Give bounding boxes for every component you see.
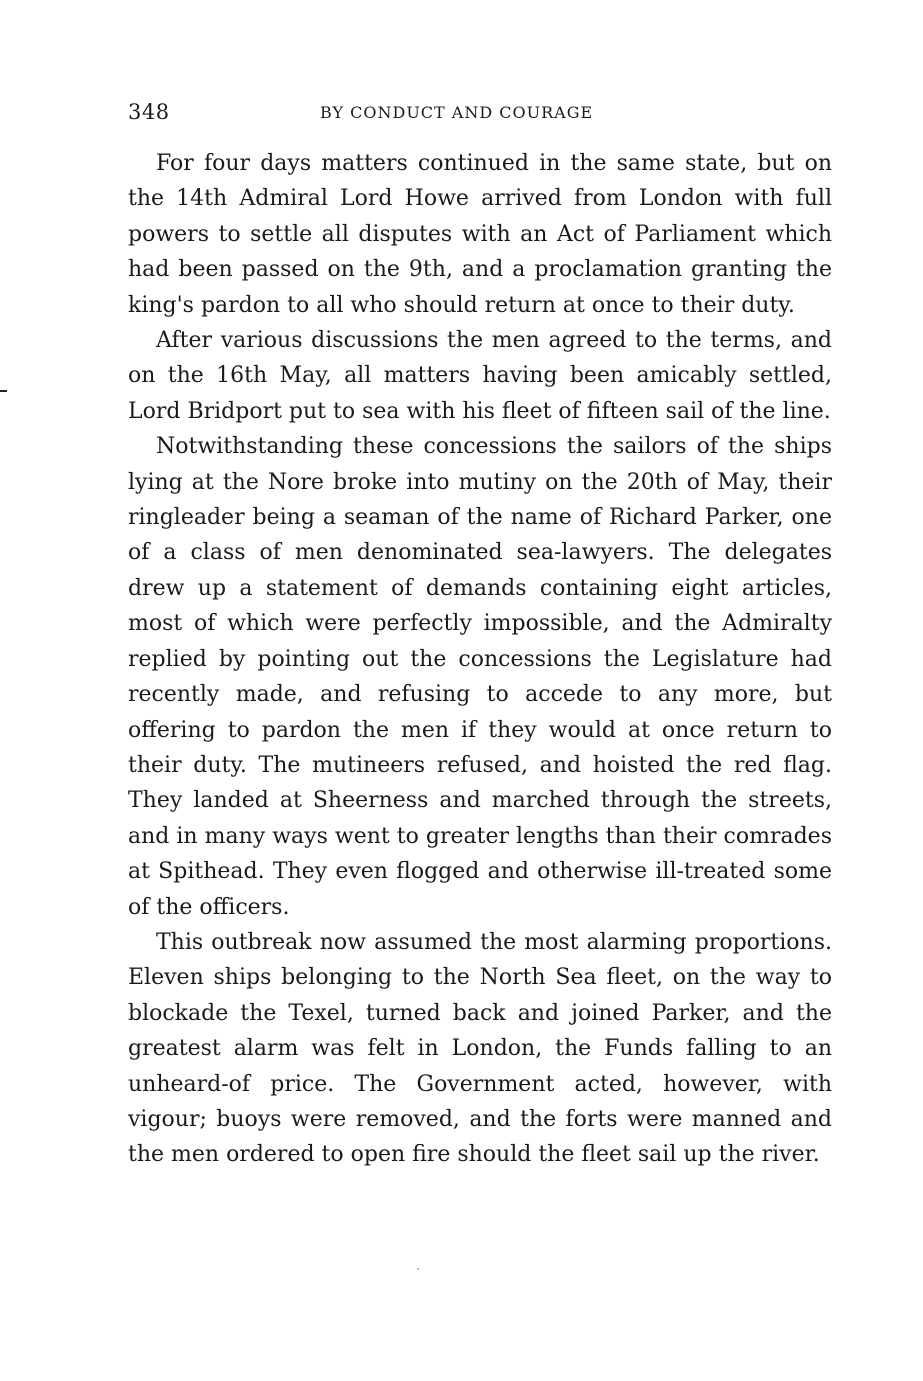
paragraph-4: This outbreak now assumed the most alarming proportions. Eleven ships belonging to the North Sea fleet, on the way to blockade the Texel, turned back and joined Parker, and the greatest alarm was felt in London, the Funds falling to an unheard-of price. The Government acted, however, with vigour; buoys were removed, and the forts were manned and the men ordered to open fire should the fleet sail up the river. [128,929,832,1168]
running-head [128,100,828,130]
body-text [128,146,832,1173]
paragraph-3: Notwithstanding these concessions the sailors of the ships lying at the Nore broke into mutiny on the 20th of May, their ringleader being a seaman of the name of Richard Parker, one of a class of men denominated sea-lawyers. The delegates drew up a statement of demands containing eight articles, most of which were perfectly impossible, and the Admiralty replied by pointing out the concessions the Legislature had recently made, and refusing to accede to any more, but offering to pardon the men if they would at once return to their duty. The mutineers refused, and hoisted the red flag. They landed at Sheerness and marched through the streets, and in many ways went to greater lengths than their comrades at Spithead. They even flogged and otherwise ill-treated some of the officers. [128,434,832,920]
running-title: BY CONDUCT AND COURAGE [320,103,594,122]
paragraph-1: For four days matters continued in the same state, but on the 14th Admiral Lord Howe arrived from London with full powers to settle all disputes with an Act of Parliament which had been passed on the 9th, and a proclamation granting the king's pardon to all who should return at once to their duty. [128,151,832,318]
paragraph-2: After various discussions the men agreed to the terms, and on the 16th May, all matters having been amicably settled, Lord Bridport put to sea with his fleet of fifteen sail of the line. [128,328,832,424]
page-number: 348 [128,100,170,124]
margin-mark [0,390,7,392]
paper-speck [417,1268,419,1270]
